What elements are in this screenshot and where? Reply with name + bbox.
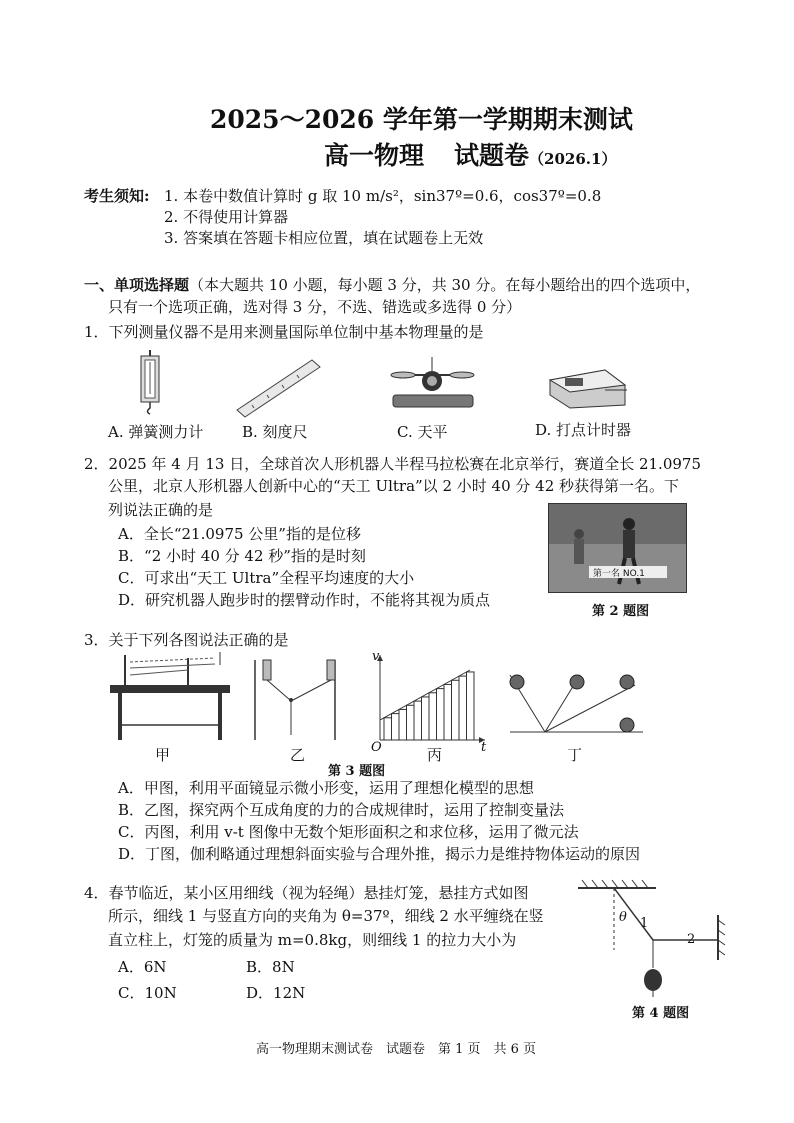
fig-line-2-label: 2 xyxy=(687,932,696,947)
notice-item-1: 1. 本卷中数值计算时 g 取 10 m/s²，sin37º=0.6，cos37º=0.8 xyxy=(164,187,602,205)
page-title: 2025～2026 学年第一学期期末测试 xyxy=(210,105,633,134)
q3-option-d: D．丁图，伽利略通过理想斜面实验与合理外推，揭示力是维持物体运动的原因 xyxy=(118,845,641,863)
notice-label: 考生须知: xyxy=(84,187,150,205)
fig-line-1-label: 1 xyxy=(640,916,649,931)
q4-stem-line-3: 直立柱上，灯笼的质量为 m=0.8kg，则细线 1 的拉力大小为 xyxy=(108,931,517,949)
figure-ding-inclines xyxy=(505,670,645,740)
fig-theta-label: θ xyxy=(619,910,627,925)
figure-lantern xyxy=(578,880,738,1000)
vt-bar xyxy=(422,697,430,740)
q2-option-c: C．可求出“天工 Ultra”全程平均速度的大小 xyxy=(118,569,415,587)
balance-image xyxy=(385,355,480,410)
q3-caption: 第 3 题图 xyxy=(328,764,386,779)
photo-banner-text: 第一名 NO.1 xyxy=(593,569,645,579)
q4-caption: 第 4 题图 xyxy=(632,1006,690,1021)
vt-bar xyxy=(452,680,460,740)
q1-option-b: B. 刻度尺 xyxy=(242,423,308,441)
section-heading xyxy=(84,275,700,295)
q2-option-b: B．“2 小时 40 分 42 秒”指的是时刻 xyxy=(118,547,366,565)
vt-bar xyxy=(414,701,422,740)
figure-label-yi: 乙 xyxy=(290,746,306,764)
q1-stem: 1．下列测量仪器不是用来测量国际单位制中基本物理量的是 xyxy=(84,323,484,341)
q1-option-d: D. 打点计时器 xyxy=(535,421,632,439)
q2-stem-line-2: 公里，北京人形机器人创新中心的“天工 Ultra”以 2 小时 40 分 42 秒获得第一名。下 xyxy=(108,477,680,495)
q2-stem-line-1: 2．2025 年 4 月 13 日，全球首次人形机器人半程马拉松赛在北京举行，赛道全长 21.0975 xyxy=(84,455,701,473)
q2-caption: 第 2 题图 xyxy=(592,604,650,619)
subtitle-subject: 高一物理 xyxy=(324,141,425,170)
q4-option-b: B．8N xyxy=(246,958,295,976)
q4-stem-line-2: 所示，细线 1 与竖直方向的夹角为 θ=37º，细线 2 水平缠绕在竖 xyxy=(108,907,544,925)
section-desc-2: 只有一个选项正确，选对得 3 分，不选、错选或多选得 0 分） xyxy=(108,298,522,316)
q2-stem-line-3: 列说法正确的是 xyxy=(108,501,214,519)
notice-item-3: 3. 答案填在答题卡相应位置，填在试题卷上无效 xyxy=(164,229,484,247)
graph-origin-label: O xyxy=(371,740,382,755)
vt-bar xyxy=(399,709,407,740)
q3-option-c: C．丙图，利用 v-t 图像中无数个矩形面积之和求位移，运用了微元法 xyxy=(118,823,579,841)
q1-option-c: C. 天平 xyxy=(397,423,448,441)
dot-timer-image xyxy=(545,360,630,410)
q3-option-b: B．乙图，探究两个互成角度的力的合成规律时，运用了控制变量法 xyxy=(118,801,565,819)
q1-option-a: A. 弹簧测力计 xyxy=(108,423,204,441)
vt-bar xyxy=(384,718,392,740)
q4-option-c: C．10N xyxy=(118,984,177,1002)
q2-option-a: A．全长“21.0975 公里”指的是位移 xyxy=(118,525,361,543)
q4-option-d: D．12N xyxy=(246,984,306,1002)
figure-label-ding: 丁 xyxy=(567,746,583,764)
subtitle-paper: 试题卷 xyxy=(454,141,530,170)
section-title: 一、单项选择题 xyxy=(84,276,190,294)
vt-bar xyxy=(429,693,437,740)
q3-option-a: A．甲图，利用平面镜显示微小形变，运用了理想化模型的思想 xyxy=(118,779,534,797)
page-footer: 高一物理期末测试卷 试题卷 第 1 页 共 6 页 xyxy=(256,1042,537,1057)
q4-option-a: A．6N xyxy=(118,958,167,976)
q4-stem-line-1: 4．春节临近，某小区用细线（视为轻绳）悬挂灯笼，悬挂方式如图 xyxy=(84,884,529,902)
figure-label-jia: 甲 xyxy=(155,746,171,764)
q2-option-d: D．研究机器人跑步时的摆臂动作时，不能将其视为质点 xyxy=(118,591,491,609)
vt-bar xyxy=(444,684,452,740)
subtitle-date: （2026.1） xyxy=(529,150,617,168)
vt-bar xyxy=(467,672,475,740)
marathon-photo xyxy=(548,503,687,593)
vt-bar xyxy=(392,714,400,740)
graph-v-label: v xyxy=(372,649,380,664)
graph-t-label: t xyxy=(481,740,487,755)
vt-bar xyxy=(437,689,445,740)
spring-scale-image xyxy=(135,350,165,415)
ruler-image xyxy=(232,355,322,415)
vt-bar xyxy=(407,705,415,740)
figure-yi xyxy=(245,655,345,745)
page-subtitle xyxy=(324,136,616,172)
figure-bing-vt-graph xyxy=(370,650,490,750)
q3-stem: 3．关于下列各图说法正确的是 xyxy=(84,631,289,649)
figure-jia xyxy=(110,650,230,745)
figure-label-bing: 丙 xyxy=(427,746,443,764)
notice-item-2: 2. 不得使用计算器 xyxy=(164,208,289,226)
section-desc-1: （本大题共 10 小题，每小题 3 分，共 30 分。在每小题给出的四个选项中， xyxy=(189,276,701,294)
vt-bar xyxy=(459,676,467,740)
